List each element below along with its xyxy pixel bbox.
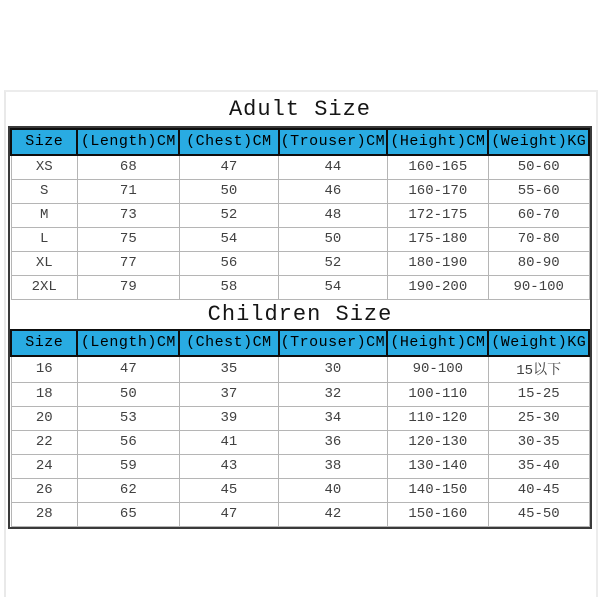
table-cell: 50 (279, 228, 388, 252)
table-cell: 50-60 (488, 155, 589, 180)
table-cell: 45 (179, 479, 278, 503)
table-row (11, 407, 589, 431)
table-cell: 48 (279, 204, 388, 228)
adult-size-title: Adult Size (228, 97, 372, 122)
table-cell: 59 (77, 455, 179, 479)
table-cell: 58 (179, 276, 278, 300)
table-cell: 60-70 (488, 204, 589, 228)
column-header: (Length)CM (77, 330, 179, 356)
size-chart-sheet (8, 92, 592, 529)
table-cell: 15以下 (488, 356, 589, 383)
table-cell: 52 (279, 252, 388, 276)
table-cell: 65 (77, 503, 179, 527)
table-cell: 190-200 (387, 276, 488, 300)
table-cell: 32 (279, 383, 388, 407)
table-cell: XL (11, 252, 77, 276)
table-row (11, 455, 589, 479)
table-row (11, 479, 589, 503)
table-cell: 110-120 (387, 407, 488, 431)
table-cell: 38 (279, 455, 388, 479)
table-cell: 172-175 (387, 204, 488, 228)
table-cell: L (11, 228, 77, 252)
table-cell: 50 (77, 383, 179, 407)
table-cell: 47 (179, 155, 278, 180)
table-cell: 53 (77, 407, 179, 431)
table-cell: 47 (77, 356, 179, 383)
table-cell: 150-160 (387, 503, 488, 527)
table-cell: 68 (77, 155, 179, 180)
table-cell: 18 (11, 383, 77, 407)
table-cell: 56 (179, 252, 278, 276)
table-cell: 120-130 (387, 431, 488, 455)
column-header: (Trouser)CM (279, 129, 388, 155)
adult-header-row (11, 129, 589, 155)
table-cell: 180-190 (387, 252, 488, 276)
table-cell: 79 (77, 276, 179, 300)
table-cell: 55-60 (488, 180, 589, 204)
table-cell: 160-170 (387, 180, 488, 204)
adult-table-body (11, 155, 589, 300)
table-cell: 35-40 (488, 455, 589, 479)
table-cell: 39 (179, 407, 278, 431)
table-cell: 44 (279, 155, 388, 180)
column-header: Size (11, 330, 77, 356)
table-cell: 71 (77, 180, 179, 204)
column-header: (Weight)KG (488, 129, 589, 155)
table-cell: S (11, 180, 77, 204)
table-cell: 52 (179, 204, 278, 228)
table-row (11, 383, 589, 407)
table-cell: 2XL (11, 276, 77, 300)
table-row (11, 228, 589, 252)
table-cell: 54 (179, 228, 278, 252)
table-cell: 47 (179, 503, 278, 527)
table-cell: 75 (77, 228, 179, 252)
column-header: (Height)CM (387, 129, 488, 155)
table-cell: 34 (279, 407, 388, 431)
table-cell: 90-100 (488, 276, 589, 300)
column-header: (Trouser)CM (279, 330, 388, 356)
children-header-row (11, 330, 589, 356)
table-cell: 73 (77, 204, 179, 228)
table-cell: XS (11, 155, 77, 180)
table-cell: 70-80 (488, 228, 589, 252)
table-row (11, 431, 589, 455)
table-cell: 54 (279, 276, 388, 300)
table-cell: 50 (179, 180, 278, 204)
table-cell: 40-45 (488, 479, 589, 503)
table-cell: 15-25 (488, 383, 589, 407)
table-cell: 77 (77, 252, 179, 276)
table-cell: 140-150 (387, 479, 488, 503)
table-cell: 16 (11, 356, 77, 383)
table-cell: M (11, 204, 77, 228)
table-cell: 42 (279, 503, 388, 527)
table-cell: 24 (11, 455, 77, 479)
table-cell: 80-90 (488, 252, 589, 276)
table-cell: 36 (279, 431, 388, 455)
table-cell: 22 (11, 431, 77, 455)
table-cell: 46 (279, 180, 388, 204)
table-cell: 43 (179, 455, 278, 479)
table-row (11, 252, 589, 276)
table-row (11, 180, 589, 204)
table-cell: 45-50 (488, 503, 589, 527)
table-cell: 100-110 (387, 383, 488, 407)
adult-size-table (10, 128, 590, 300)
table-cell: 160-165 (387, 155, 488, 180)
column-header: (Chest)CM (179, 129, 278, 155)
table-cell: 56 (77, 431, 179, 455)
column-header: (Chest)CM (179, 330, 278, 356)
column-header: (Length)CM (77, 129, 179, 155)
table-cell: 130-140 (387, 455, 488, 479)
table-cell: 28 (11, 503, 77, 527)
table-row (11, 204, 589, 228)
size-chart-block (8, 126, 592, 529)
table-cell: 25-30 (488, 407, 589, 431)
table-row (11, 276, 589, 300)
children-size-table (10, 329, 590, 527)
table-cell: 40 (279, 479, 388, 503)
table-row (11, 356, 589, 383)
table-cell: 90-100 (387, 356, 488, 383)
table-cell: 30-35 (488, 431, 589, 455)
table-cell: 62 (77, 479, 179, 503)
table-cell: 37 (179, 383, 278, 407)
table-cell: 175-180 (387, 228, 488, 252)
column-header: (Height)CM (387, 330, 488, 356)
table-row (11, 155, 589, 180)
table-cell: 35 (179, 356, 278, 383)
table-cell: 26 (11, 479, 77, 503)
column-header: Size (11, 129, 77, 155)
children-size-title: Children Size (207, 302, 393, 327)
table-cell: 30 (279, 356, 388, 383)
table-cell: 20 (11, 407, 77, 431)
children-table-body (11, 356, 589, 527)
table-cell: 41 (179, 431, 278, 455)
table-row (11, 503, 589, 527)
column-header: (Weight)KG (488, 330, 589, 356)
